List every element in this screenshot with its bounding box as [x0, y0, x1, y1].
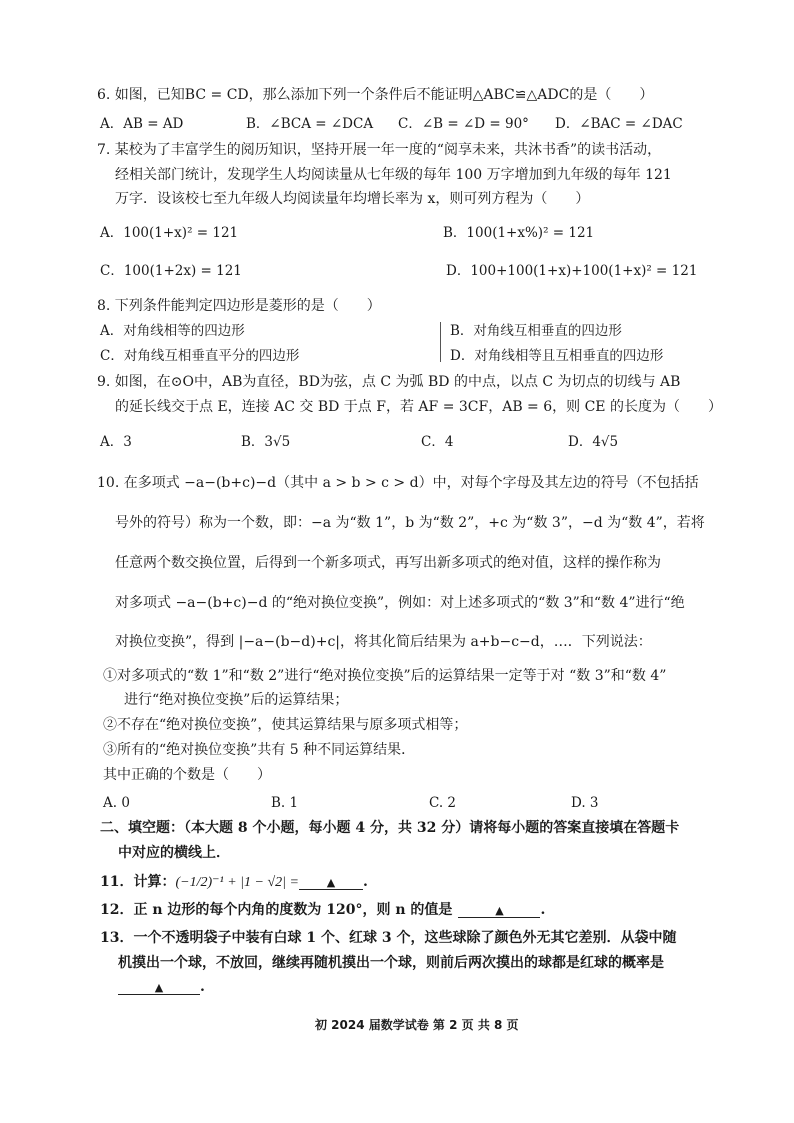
q12-suffix: . [540, 902, 546, 918]
q11 [100, 873, 368, 892]
q6-option-a: A．AB = AD [100, 116, 184, 132]
q10-line-5: 对换位变换”，得到 |−a−(b−d)+c|，将其化简后结果为 a+b−c−d，…．下列说法： [115, 634, 652, 650]
q8-option-b: B．对角线互相垂直的四边形 [450, 323, 622, 339]
q12 [100, 901, 545, 919]
q7-line-2: 经相关部门统计，发现学生人均阅读量从七年级的每年 100 万字增加到九年级的每年 121 [115, 167, 672, 183]
q7-option-d: D．100+100(1+x)+100(1+x)² = 121 [446, 263, 698, 279]
q10-line-3: 任意两个数交换位置，后得到一个新多项式，再写出新多项式的绝对值，这样的操作称为 [115, 555, 661, 571]
q10-option-a: A. 0 [103, 795, 130, 811]
q10-statement-1: ①对多项式的“数 1”和“数 2”进行“绝对换位变换”后的运算结果一定等于对 “数 3”和“数 4” [103, 668, 667, 684]
q10-option-b: B. 1 [271, 795, 299, 811]
q9-option-b: B．3√5 [241, 434, 291, 450]
q11-expression: (−1/2)⁻¹ + |1 − √2| = [175, 875, 299, 890]
page-footer: 初 2024 届数学试卷 第 2 页 共 8 页 [315, 1018, 519, 1032]
q12-text: 12．正 n 边形的每个内角的度数为 120°，则 n 的值是 [100, 902, 453, 918]
q6-stem: 6. 如图，已知BC = CD，那么添加下列一个条件后不能证明△ABC≌△ADC的是（ ） [97, 87, 654, 103]
q10-statement-1-cont: 进行“绝对换位变换”后的运算结果； [124, 692, 349, 708]
q8-option-a: A．对角线相等的四边形 [100, 323, 245, 339]
q13-suffix: . [200, 979, 205, 995]
q10-option-d: D. 3 [571, 795, 599, 811]
q11-mark: ▲ [326, 876, 336, 889]
column-divider [440, 322, 441, 362]
q7-line-1: 7. 某校为了丰富学生的阅历知识，坚持开展一年一度的“阅享未来，共沐书香”的读书活动， [97, 142, 662, 158]
q7-option-a: A．100(1+x)² = 121 [100, 225, 239, 241]
q11-prefix: 11．计算： [100, 874, 176, 890]
q13-line-1: 13．一个不透明袋子中装有白球 1 个、红球 3 个，这些球除了颜色外无其它差别．从袋中随 [100, 930, 677, 946]
q9-line-1: 9. 如图，在⊙O中，AB为直径，BD为弦，点 C 为弧 BD 的中点，以点 C 为切点的切线与 AB [97, 374, 681, 390]
q12-mark: ▲ [495, 904, 504, 917]
q6-option-b: B．∠BCA = ∠DCA [246, 116, 374, 132]
q13-line-2: 机摸出一个球，不放回，继续再随机摸出一个球，则前后两次摸出的球都是红球的概率是 [118, 955, 664, 971]
q11-suffix: . [362, 874, 368, 890]
q6-option-d: D．∠BAC = ∠DAC [555, 116, 683, 132]
q9-line-2: 的延长线交于点 E，连接 AC 交 BD 于点 F，若 AF = 3CF，AB = 6，则 CE 的长度为（ ） [115, 399, 722, 415]
section-2-heading: 二、填空题：（本大题 8 个小题，每小题 4 分，共 32 分）请将每小题的答案直接填在答题卡 [100, 820, 680, 836]
q10-line-1: 10. 在多项式 −a−(b+c)−d（其中 a > b > c > d）中，对每个字母及其左边的符号（不包括括 [97, 475, 699, 491]
q10-statement-2: ②不存在“绝对换位变换”，使其运算结果与原多项式相等； [103, 717, 468, 733]
q9-option-a: A．3 [100, 434, 132, 450]
q7-line-3: 万字．设该校七至九年级人均阅读量年均增长率为 x，则可列方程为（ ） [115, 191, 590, 207]
q7-option-b: B．100(1+x%)² = 121 [443, 225, 595, 241]
q9-option-d: D．4√5 [568, 434, 619, 450]
q12-answer-blank [458, 901, 540, 918]
q13-answer-blank [118, 978, 200, 995]
q10-question: 其中正确的个数是（ ） [103, 767, 271, 783]
q8-option-d: D．对角线相等且互相垂直的四边形 [450, 348, 664, 364]
q13-answer-line [118, 978, 205, 996]
q9-option-c: C．4 [421, 434, 454, 450]
q10-statement-3: ③所有的“绝对换位变换”共有 5 种不同运算结果． [103, 742, 416, 758]
q10-line-4: 对多项式 −a−(b+c)−d 的“绝对换位变换”，例如：对上述多项式的“数 3”和“数 4”进行“绝 [115, 595, 685, 611]
q11-answer-blank [299, 873, 363, 890]
q8-stem: 8. 下列条件能判定四边形是菱形的是（ ） [97, 298, 381, 314]
q8-option-c: C．对角线互相垂直平分的四边形 [100, 348, 300, 364]
q10-option-c: C. 2 [429, 795, 457, 811]
q6-option-c: C．∠B = ∠D = 90° [398, 116, 529, 132]
q7-option-c: C．100(1+2x) = 121 [100, 263, 242, 279]
section-2-heading-cont: 中对应的横线上． [118, 845, 230, 861]
q13-mark: ▲ [154, 981, 164, 994]
q10-line-2: 号外的符号）称为一个数，即：−a 为“数 1”，b 为“数 2”，+c 为“数 3”，−d 为“数 4”，若将 [115, 515, 705, 531]
